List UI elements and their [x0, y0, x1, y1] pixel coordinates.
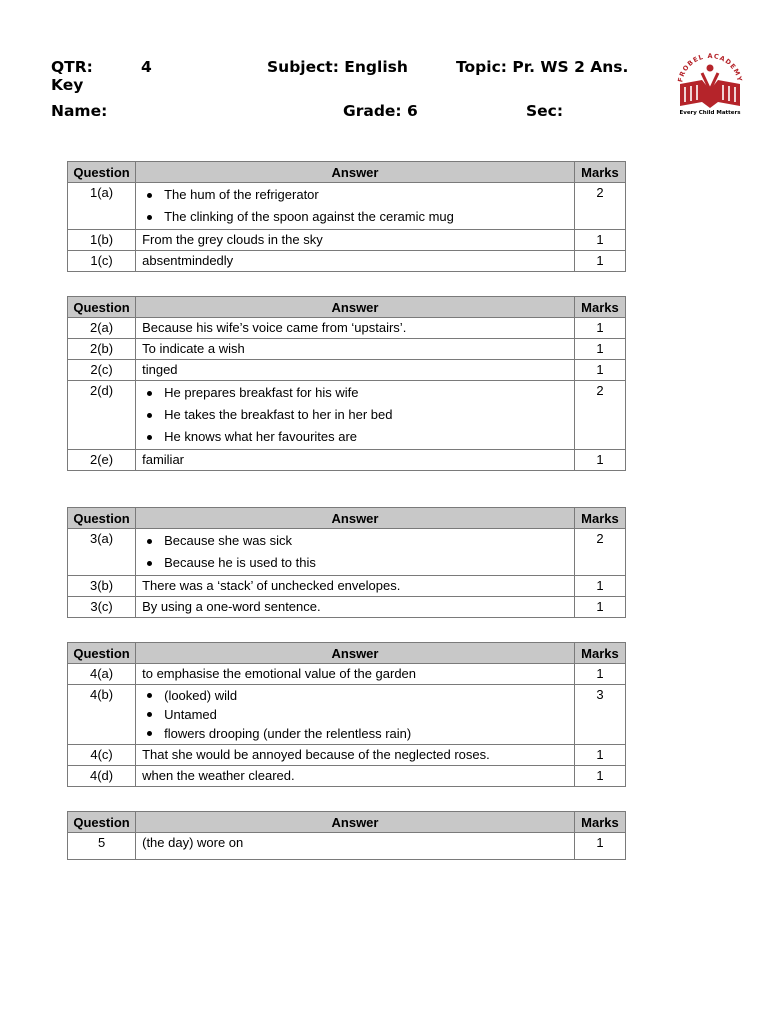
marks-value: 2 [574, 183, 625, 230]
answer-cell [136, 230, 575, 251]
answer-text: Because his wife’s voice came from ‘upstairs’. [142, 320, 407, 335]
question-header: Question [68, 508, 136, 529]
question-number: 4(a) [68, 664, 136, 685]
answer-bullet-item: He knows what her favourites are [142, 426, 568, 448]
marks-value: 2 [574, 529, 625, 576]
question-header: Question [68, 812, 136, 833]
question-header: Question [68, 643, 136, 664]
table-row [68, 183, 626, 230]
answer-cell [136, 833, 575, 860]
answer-header: Answer [136, 508, 575, 529]
table-row [68, 766, 626, 787]
question-number: 4(d) [68, 766, 136, 787]
answer-bullet-list [142, 686, 568, 743]
grade-label: Grade: 6 [343, 102, 418, 120]
question-number: 2(b) [68, 339, 136, 360]
marks-value: 1 [574, 230, 625, 251]
answer-cell [136, 766, 575, 787]
marks-value: 1 [574, 360, 625, 381]
table-row [68, 450, 626, 471]
marks-value: 1 [574, 766, 625, 787]
answer-bullet-item: The clinking of the spoon against the ceramic mug [142, 206, 568, 228]
table-row [68, 339, 626, 360]
answer-text: By using a one-word sentence. [142, 599, 321, 614]
marks-header: Marks [574, 643, 625, 664]
question-number: 5 [68, 833, 136, 860]
question-number: 2(e) [68, 450, 136, 471]
answer-table-5 [67, 811, 626, 860]
school-logo [672, 46, 748, 122]
table-header-row [68, 162, 626, 183]
question-header: Question [68, 297, 136, 318]
answer-text: to emphasise the emotional value of the garden [142, 666, 417, 681]
answer-cell [136, 381, 575, 450]
table-row [68, 576, 626, 597]
marks-value: 1 [574, 318, 625, 339]
answer-cell [136, 685, 575, 745]
table-row [68, 360, 626, 381]
answer-bullet-list [142, 530, 568, 574]
question-number: 2(d) [68, 381, 136, 450]
answer-bullet-list [142, 382, 568, 448]
answer-text: absentmindedly [142, 253, 234, 268]
question-number: 3(a) [68, 529, 136, 576]
answer-cell [136, 450, 575, 471]
marks-header: Marks [574, 162, 625, 183]
marks-value: 1 [574, 339, 625, 360]
answer-cell [136, 745, 575, 766]
marks-value: 1 [574, 664, 625, 685]
logo-tagline: Every Child Matters [679, 110, 741, 116]
marks-value: 1 [574, 576, 625, 597]
marks-value: 1 [574, 833, 625, 860]
answer-bullet-item: (looked) wild [142, 686, 568, 705]
answer-text: tinged [142, 362, 178, 377]
question-number: 1(b) [68, 230, 136, 251]
answer-cell [136, 339, 575, 360]
table-header-row [68, 812, 626, 833]
qtr-value: 4 [141, 58, 152, 76]
answer-bullet-list [142, 184, 568, 228]
answer-table-1 [67, 161, 626, 272]
answer-header: Answer [136, 297, 575, 318]
answer-text: when the weather cleared. [142, 768, 295, 783]
table-row [68, 251, 626, 272]
table-row [68, 381, 626, 450]
answer-header: Answer [136, 643, 575, 664]
table-row [68, 833, 626, 860]
question-number: 2(a) [68, 318, 136, 339]
answer-bullet-item: Because he is used to this [142, 552, 568, 574]
table-row [68, 230, 626, 251]
table-row [68, 597, 626, 618]
answer-text: To indicate a wish [142, 341, 245, 356]
marks-value: 1 [574, 251, 625, 272]
name-label: Name: [51, 102, 108, 120]
marks-value: 2 [574, 381, 625, 450]
answer-text: That she would be annoyed because of the neglected roses. [142, 747, 490, 762]
answer-cell [136, 597, 575, 618]
answer-cell [136, 318, 575, 339]
table-header-row [68, 508, 626, 529]
topic-label: Topic: Pr. WS 2 Ans. [456, 58, 629, 76]
answer-cell [136, 360, 575, 381]
question-number: 2(c) [68, 360, 136, 381]
answer-table-3 [67, 507, 626, 618]
answer-header: Answer [136, 162, 575, 183]
answer-table-2 [67, 296, 626, 471]
answer-bullet-item: flowers drooping (under the relentless rain) [142, 724, 568, 743]
qtr-label: QTR: [51, 58, 93, 76]
answer-bullet-item: He prepares breakfast for his wife [142, 382, 568, 404]
answer-text: From the grey clouds in the sky [142, 232, 323, 247]
question-header: Question [68, 162, 136, 183]
table-row [68, 685, 626, 745]
marks-value: 1 [574, 745, 625, 766]
answer-bullet-item: Because she was sick [142, 530, 568, 552]
question-number: 1(c) [68, 251, 136, 272]
marks-header: Marks [574, 297, 625, 318]
answer-bullet-item: Untamed [142, 705, 568, 724]
subject-label: Subject: English [267, 58, 408, 76]
sec-label: Sec: [526, 102, 564, 120]
answer-cell [136, 664, 575, 685]
marks-value: 3 [574, 685, 625, 745]
answer-bullet-item: The hum of the refrigerator [142, 184, 568, 206]
answer-text: (the day) wore on [142, 835, 244, 850]
answer-cell [136, 576, 575, 597]
answer-bullet-item: He takes the breakfast to her in her bed [142, 404, 568, 426]
table-header-row [68, 297, 626, 318]
marks-value: 1 [574, 450, 625, 471]
answer-cell [136, 183, 575, 230]
answer-cell [136, 251, 575, 272]
answer-text: familiar [142, 452, 185, 467]
question-number: 1(a) [68, 183, 136, 230]
answer-header: Answer [136, 812, 575, 833]
question-number: 4(b) [68, 685, 136, 745]
question-number: 3(c) [68, 597, 136, 618]
table-row [68, 529, 626, 576]
answer-table-4 [67, 642, 626, 787]
marks-value: 1 [574, 597, 625, 618]
question-number: 3(b) [68, 576, 136, 597]
topic-continuation: Key [51, 76, 84, 94]
table-row [68, 745, 626, 766]
table-row [68, 664, 626, 685]
answer-text: There was a ‘stack’ of unchecked envelopes. [142, 578, 401, 593]
marks-header: Marks [574, 508, 625, 529]
table-header-row [68, 643, 626, 664]
logo-arc-text: FROBEL ACADEMY [676, 51, 744, 83]
marks-header: Marks [574, 812, 625, 833]
answer-cell [136, 529, 575, 576]
table-row [68, 318, 626, 339]
question-number: 4(c) [68, 745, 136, 766]
